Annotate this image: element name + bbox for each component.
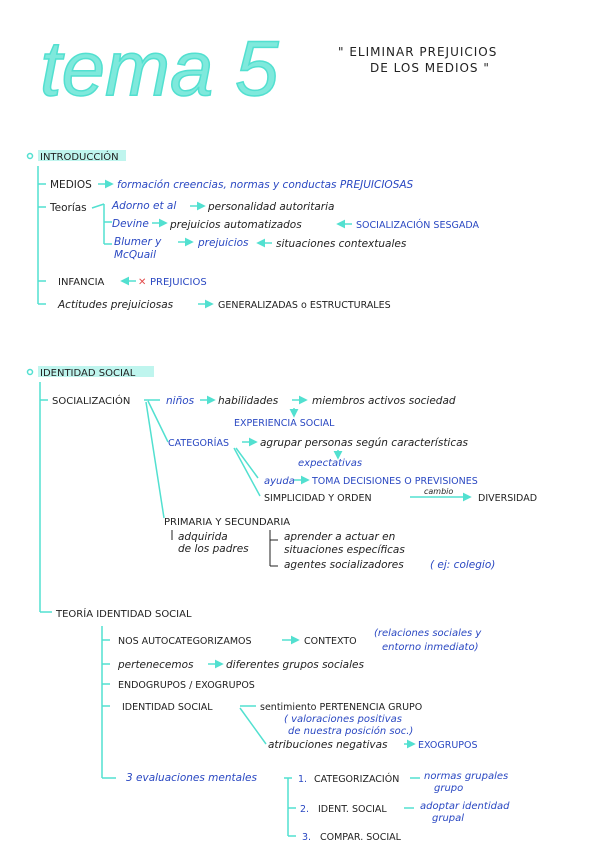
eval-note-2b: grupal [432,813,465,824]
teoria-blumer-1: Blumer y [114,236,162,248]
soc-adquirida-2: de los padres [178,543,249,555]
actitudes-text: GENERALIZADAS o ESTRUCTURALES [218,300,391,311]
section-introduccion [28,150,480,311]
blumer-cause: situaciones contextuales [276,238,407,250]
soc-habilidades: habilidades [218,395,279,407]
subtitle-line-2: DE LOS MEDIOS " [370,61,490,75]
soc-agrupar: agrupar personas según características [260,437,469,449]
eval-note-2a: adoptar identidad [420,801,510,812]
teoria-exogrupos: EXOGRUPOS [418,740,478,751]
identidad-tree-line [40,382,52,612]
bullet-icon [28,370,33,375]
medios-text: formación creencias, normas y conductas PREJUICIOSAS [117,179,414,191]
devine-result: prejuicios automatizados [170,219,302,231]
teoria-valoraciones-2: de nuestra posición soc.) [288,726,414,737]
eval-note-1a: normas grupales [424,771,509,782]
infancia-text: PREJUICIOS [150,277,207,288]
soc-primaria: PRIMARIA Y SECUNDARIA [164,517,291,528]
soc-ninos: niños [166,395,195,407]
eval-num-2: 2. [300,804,310,815]
soc-cambio: cambio [424,487,454,496]
label-actitudes: Actitudes prejuiciosas [58,299,174,311]
intro-tree-line [38,166,46,304]
teoria-atribuciones: atribuciones negativas [268,739,388,751]
section-identidad-social [28,366,538,843]
soc-expectativas: expectativas [298,458,363,469]
subtitle-line-1: " ELIMINAR PREJUICIOS [338,45,498,59]
soc-aprender-1: aprender a actuar en [284,531,396,543]
teoria-valoraciones-1: ( valoraciones positivas [284,714,402,725]
soc-ayuda: ayuda [264,476,295,487]
teoria-endogrupos: ENDOGRUPOS / EXOGRUPOS [118,680,255,691]
soc-aprender-2: situaciones específicas [284,544,405,556]
bullet-icon [28,154,33,159]
heading-identidad: IDENTIDAD SOCIAL [40,368,136,379]
label-teorias: Teorías [50,202,87,214]
teoria-contexto-note-2: entorno inmediato) [382,642,479,653]
teoria-devine: Devine [112,218,149,230]
blumer-result: prejuicios [198,237,249,249]
soc-ejemplo: ( ej: colegio) [430,559,496,571]
teoria-contexto: CONTEXTO [304,636,357,647]
cross-icon: ✕ [138,277,147,288]
teoria-tree-line [102,626,116,778]
label-teoria-identidad: TEORÍA IDENTIDAD SOCIAL [56,609,192,620]
socializacion-branches [144,400,168,518]
label-socializacion: SOCIALIZACIÓN [52,396,131,407]
eval-num-3: 3. [302,832,312,843]
teoria-diferentes: diferentes grupos sociales [226,659,364,671]
label-medios: MEDIOS [50,179,92,191]
teoria-pertenecemos: pertenecemos [118,659,194,671]
teoria-blumer-2: McQuail [114,249,157,261]
eval-label-3: COMPAR. SOCIAL [320,832,401,843]
soc-categorias: CATEGORÍAS [168,438,229,449]
soc-simplicidad: SIMPLICIDAD Y ORDEN [264,493,372,504]
soc-experiencia: EXPERIENCIA SOCIAL [234,418,335,429]
eval-note-1b: grupo [434,783,464,794]
devine-cause: SOCIALIZACIÓN SESGADA [356,220,479,231]
teoria-contexto-note-1: (relaciones sociales y [374,628,482,639]
teorias-branch [92,204,112,244]
soc-diversidad: DIVERSIDAD [478,493,538,504]
teoria-identidad: IDENTIDAD SOCIAL [122,702,213,713]
evaluaciones-branches [284,778,296,836]
eval-label-2: IDENT. SOCIAL [318,804,387,815]
eval-num-1: 1. [298,774,308,785]
eval-label-1: CATEGORIZACIÓN [314,774,400,785]
label-infancia: INFANCIA [58,277,105,288]
teoria-evaluaciones: 3 evaluaciones mentales [126,772,257,784]
soc-toma: TOMA DECISIONES O PREVISIONES [312,476,478,487]
soc-agentes: agentes socializadores [284,559,404,571]
heading-introduccion: INTRODUCCIÓN [40,152,119,163]
soc-miembros: miembros activos sociedad [312,395,456,407]
teoria-sentimiento: sentimiento PERTENENCIA GRUPO [260,702,423,713]
adorno-result: personalidad autoritaria [208,201,335,213]
teoria-nos: NOS AUTOCATEGORIZAMOS [118,636,252,647]
teoria-adorno: Adorno et al [112,200,177,212]
page-title: tema 5 [40,24,279,112]
soc-adquirida-1: adquirida [178,531,228,543]
categorias-branches [234,448,260,496]
